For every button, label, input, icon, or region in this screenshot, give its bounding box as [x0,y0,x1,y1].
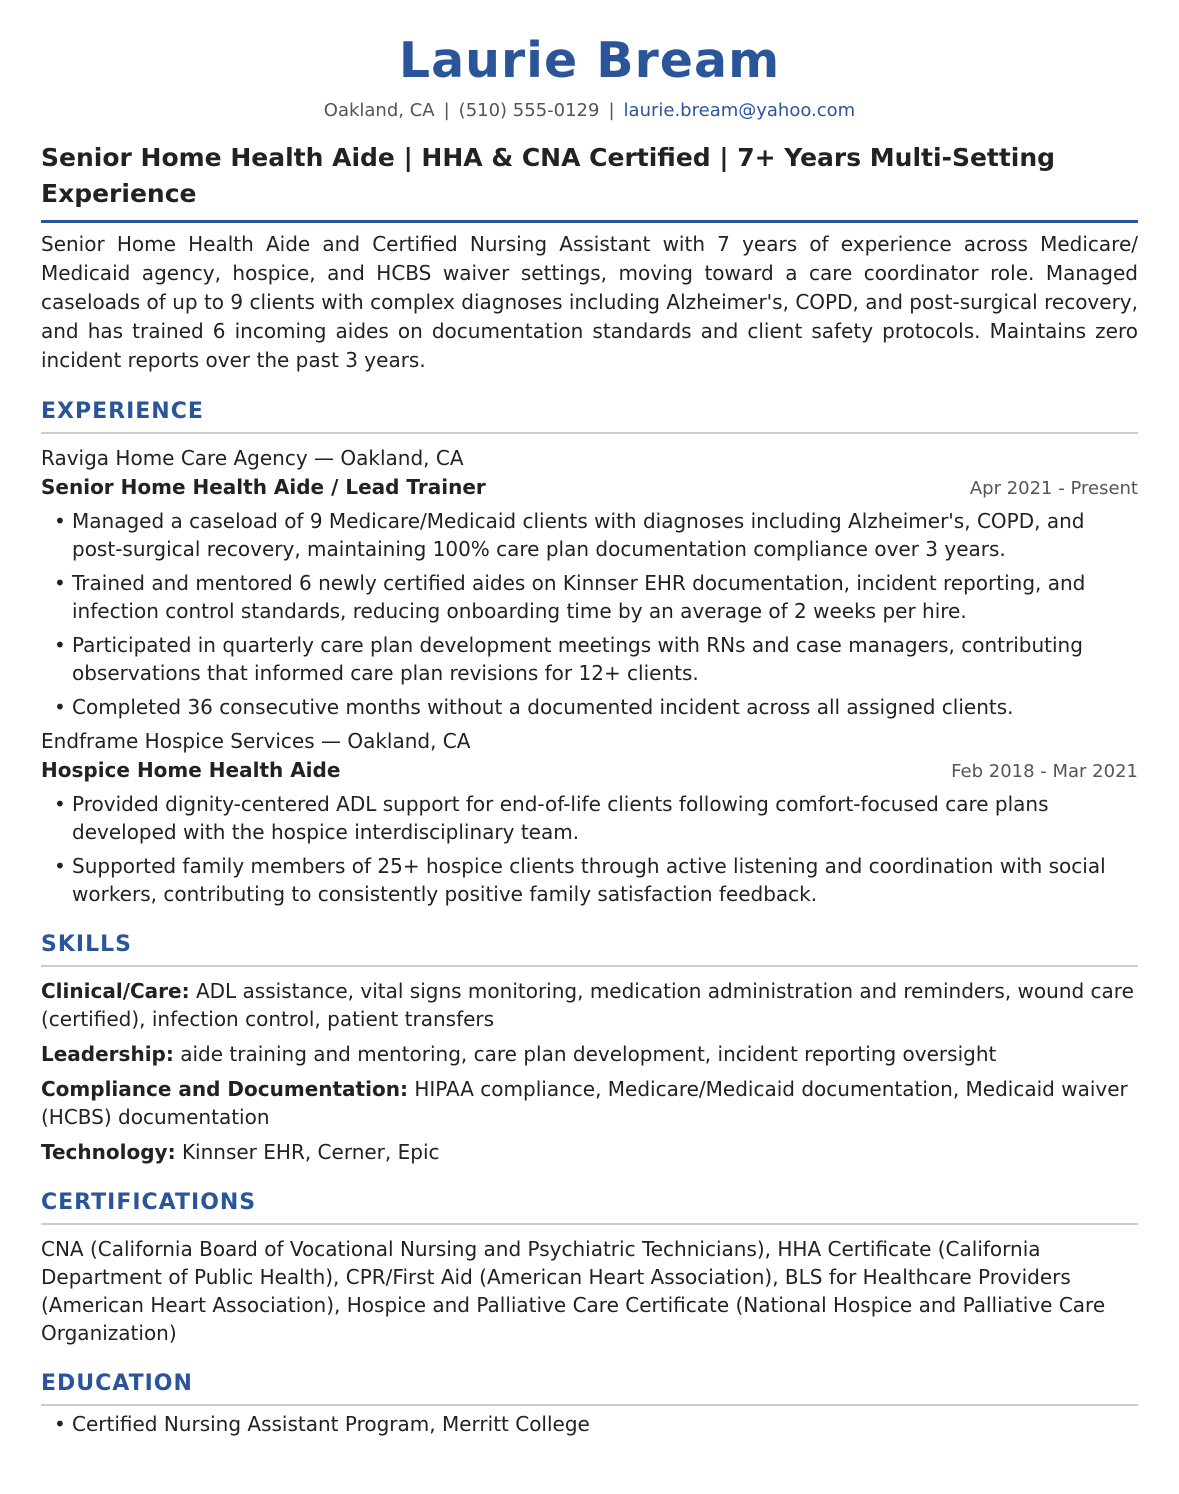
job-entry [41,444,1138,721]
job-role-row [41,756,1138,786]
job-entry [41,727,1138,908]
section-title-certifications: CERTIFICATIONS [41,1188,1138,1225]
skill-row [41,1075,1138,1131]
job-bullet: • Completed 36 consecutive months without a documented incident across all assigned clients. [41,693,1138,721]
job-role-row [41,473,1138,503]
job-company: Raviga Home Care Agency — Oakland, CA [41,446,464,470]
job-dates: Feb 2018 - Mar 2021 [951,761,1138,782]
candidate-name: Laurie Bream [398,32,781,89]
skill-text: HIPAA compliance, Medicare/Medicaid documentation, Medicaid waiver (HCBS) documentation [41,1077,1128,1129]
skill-row [41,977,1138,1033]
skill-row [41,1040,1138,1068]
section-title-education: EDUCATION [41,1369,1138,1406]
job-bullet: • Provided dignity-centered ADL support for end-of-life clients following comfort-focused care plans developed with the hospice interdisciplinary team. [41,790,1138,846]
education-item: • Certified Nursing Assistant Program, Merritt College [41,1410,1138,1438]
job-bullets [41,507,1138,721]
job-dates: Apr 2021 - Present [969,478,1138,499]
contact-separator: | [608,100,615,121]
job-company: Endframe Hospice Services — Oakland, CA [41,729,471,753]
professional-headline: Senior Home Health Aide | HHA & CNA Certified | 7+ Years Multi-Setting Experience [41,140,1138,223]
skill-text: Kinnser EHR, Cerner, Epic [181,1140,440,1164]
skills-list [41,977,1138,1166]
contact-separator: | [443,100,450,121]
job-bullet: • Supported family members of 25+ hospice clients through active listening and coordination with social workers, contributing to consistently positive family satisfaction feedback. [41,852,1138,908]
skill-text: ADL assistance, vital signs monitoring, medication administration and reminders, wound care (certified), infection control, patient transfers [41,979,1134,1031]
contact-phone: (510) 555-0129 [458,100,600,121]
skill-label: Technology: [41,1140,176,1164]
contact-location: Oakland, CA [323,100,435,121]
job-role: Senior Home Health Aide / Lead Trainer [41,475,486,499]
job-bullet: • Participated in quarterly care plan development meetings with RNs and case managers, contributing observations that informed care plan revisions for 12+ clients. [41,631,1138,687]
skill-label: Compliance and Documentation: [41,1077,408,1101]
job-bullet: • Managed a caseload of 9 Medicare/Medicaid clients with diagnoses including Alzheimer's, COPD, and post-surgical recovery, maintaining 100% care plan documentation compliance over 3 years. [41,507,1138,563]
job-role: Hospice Home Health Aide [41,758,341,782]
skill-row [41,1138,1138,1166]
job-bullets [41,790,1138,908]
summary-paragraph: Senior Home Health Aide and Certified Nursing Assistant with 7 years of experience across Medicare/ Medicaid agency, hospice, and HCBS waiver settings, moving toward a care coordinator role. Managed caseloads of up to 9 clients with complex diagnoses including Alzheimer's, COPD, and post-surgical recovery, and has trained 6 incoming aides on documentation standards and client safety protocols. Maintains zero incident reports over the past 3 years. [41,232,1138,372]
education-list [41,1410,1138,1438]
job-bullet: • Trained and mentored 6 newly certified aides on Kinnser EHR documentation, incident reporting, and infection control standards, reducing onboarding time by an average of 2 weeks per hire. [41,569,1138,625]
skill-text: aide training and mentoring, care plan development, incident reporting oversight [180,1042,997,1066]
certifications-text: CNA (California Board of Vocational Nursing and Psychiatric Technicians), HHA Certificate (California Department of Public Health), CPR/First Aid (American Heart Association), BLS for Healthcare Providers (American Heart Association), Hospice and Palliative Care Certificate (National Hospice and Palliative Care Organization) [41,1237,1106,1345]
section-title-experience: EXPERIENCE [41,397,1138,434]
skill-label: Leadership: [41,1042,174,1066]
contact-email-link[interactable]: laurie.bream@yahoo.com [623,100,856,121]
skill-label: Clinical/Care: [41,979,190,1003]
contact-line [41,98,1138,124]
section-title-skills: SKILLS [41,930,1138,967]
